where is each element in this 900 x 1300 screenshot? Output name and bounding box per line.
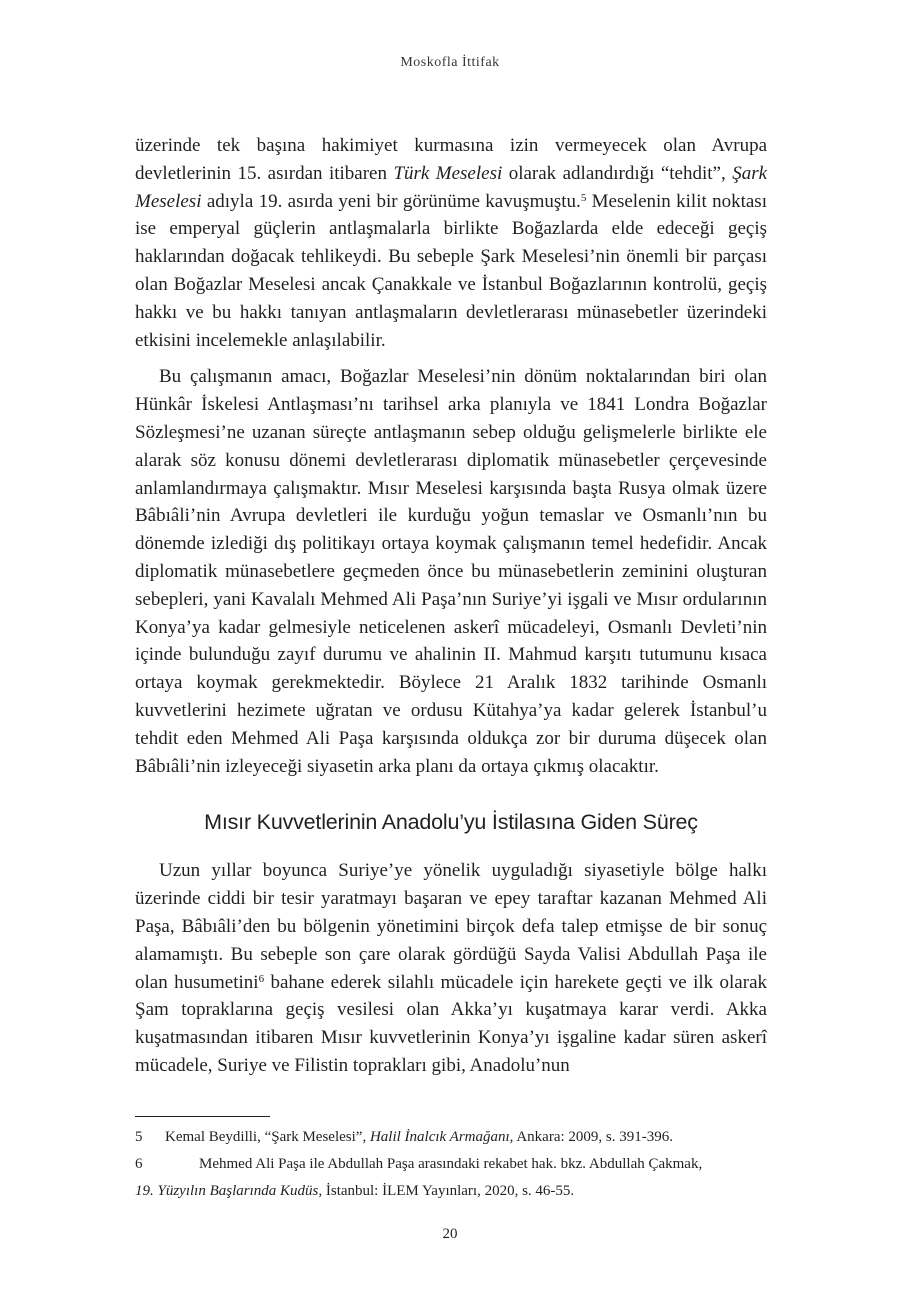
- footnote-ref-5[interactable]: 5: [580, 191, 587, 204]
- footnote-text: Kemal Beydilli, “Şark Meselesi”,: [165, 1129, 370, 1145]
- paragraph-3-text: Uzun yıllar boyunca Suriye’ye yönelik uyguladığı siyasetiyle bölge halkı üzerinde ciddi bir tesir yaratmayı başaran ve epey taraftar kazanan Mehmed Ali Paşa, Bâbıâli’den bu bölgenin yönetimini birçok defa talep etmişse de bir sonuç alamamıştı. Bu sebeple son çare olarak gördüğü Sayda Valisi Abdullah Paşa ile olan husumetini: [135, 860, 767, 993]
- running-title: Moskofla İttifak: [400, 55, 500, 70]
- footnote-number: 5: [135, 1129, 143, 1145]
- footnote-title: Halil İnalcık Armağanı: [369, 1129, 510, 1145]
- footnote-text: , Ankara: 2009, s. 391-396.: [509, 1129, 673, 1145]
- footnote-title: 19. Yüzyılın Başlarında Kudüs,: [135, 1183, 323, 1199]
- footnote-ref-6[interactable]: 6: [258, 972, 265, 985]
- paragraph-3: [135, 857, 767, 1079]
- footnote-number: 6: [135, 1156, 143, 1172]
- italic-term: Şark Meselesi: [135, 162, 768, 212]
- paragraph-1-text: Meselenin kilit noktası ise emperyal güçlerin antlaşmalarla birlikte Boğazlarda elde edeceği geçiş haklarından doğacak tehlikeydi. Bu sebeple Şark Meselesi’nin önemli bir parçası olan Boğazlar Meselesi ancak Çanakkale ve İstanbul Boğazlarının kontrolü, geçiş hakkı ve bu hakkı tanıyan antlaşmaların devletlerarası münasebetler üzerindeki etkisini incelemekle anlaşılabilir.: [135, 190, 767, 351]
- page-number: 20: [442, 1226, 458, 1242]
- paragraph-1-text: adıyla 19. asırda yeni bir görünüme kavuşmuştu.: [201, 190, 581, 212]
- footnote-5: [135, 1124, 767, 1151]
- paragraph-3-text: bahane ederek silahlı mücadele için harekete geçti ve ilk olarak Şam topraklarına geçiş vesilesi olan Akka’yı kuşatmaya karar verdi. Akka kuşatmasından itibaren Mısır kuvvetlerinin Konya’yı işgaline kadar süren askerî mücadele, Suriye ve Filistin toprakları gibi, Anadolu’nun: [135, 971, 767, 1076]
- footnotes: [135, 1124, 767, 1205]
- paragraph-1-text: olarak adlandırdığı “tehdit”,: [502, 162, 733, 184]
- paragraph-2: Bu çalışmanın amacı, Boğazlar Meselesi’nin dönüm noktalarından biri olan Hünkâr İskelesi Antlaşması’nı tarihsel arka planıyla ve 1841 Londra Boğazlar Sözleşmesi’ne uzanan süreçte antlaşmanın sebep olduğu gelişmelerle birlikte ele alarak söz konusu dönemi devletlerarası diplomatik münasebetler çerçevesinde anlamlandırmaya çalışmaktır. Mısır Meselesi karşısında başta Rusya olmak üzere Bâbıâli’nin Avrupa devletleri ile kurduğu yoğun temaslar ve Osmanlı’nın bu dönemde izlediği dış politikayı ortaya koymak çalışmanın temel hedefidir. Ancak diplomatik münasebetlere geçmeden önce bu münasebetlerin zeminini oluşturan sebepleri, yani Kavalalı Mehmed Ali Paşa’nın Suriye’yi işgali ve Mısır ordularının Konya’ya kadar gelmesiyle neticelenen askerî mücadeleyi, Osmanlı Devleti’nin içinde bulunduğu zayıf durumu ve ahalinin II. Mahmud karşıtı tutumunu kısaca ortaya koymak gerekmektedir. Böylece 21 Aralık 1832 tarihinde Osmanlı kuvvetlerini hezimete uğratan ve ordusu Kütahya’ya kadar gelerek İstanbul’u tehdit eden Mehmed Ali Paşa karşısında oldukça zor bir duruma düşecek olan Bâbıâli’nin izleyeceği siyasetin arka planı da ortaya çıkmış olacaktır.: [135, 366, 767, 777]
- footnote-divider: [135, 1116, 270, 1117]
- italic-term: Türk Meselesi: [393, 162, 503, 184]
- footnote-text: İstanbul: İLEM Yayınları, 2020, s. 46-55.: [322, 1183, 575, 1199]
- footnote-text: Mehmed Ali Paşa ile Abdullah Paşa arasındaki rekabet hak. bkz. Abdullah Çakmak,: [199, 1156, 703, 1172]
- paragraph-1-text: üzerinde tek başına hakimiyet kurmasına izin vermeyecek olan Avrupa devletlerinin 15. asırdan itibaren: [135, 135, 767, 184]
- footnote-6: [135, 1151, 767, 1205]
- paragraph-1: [135, 132, 767, 354]
- section-heading: Mısır Kuvvetlerinin Anadolu’yu İstilasına Giden Süreç: [204, 810, 698, 835]
- body-text: [135, 132, 767, 1080]
